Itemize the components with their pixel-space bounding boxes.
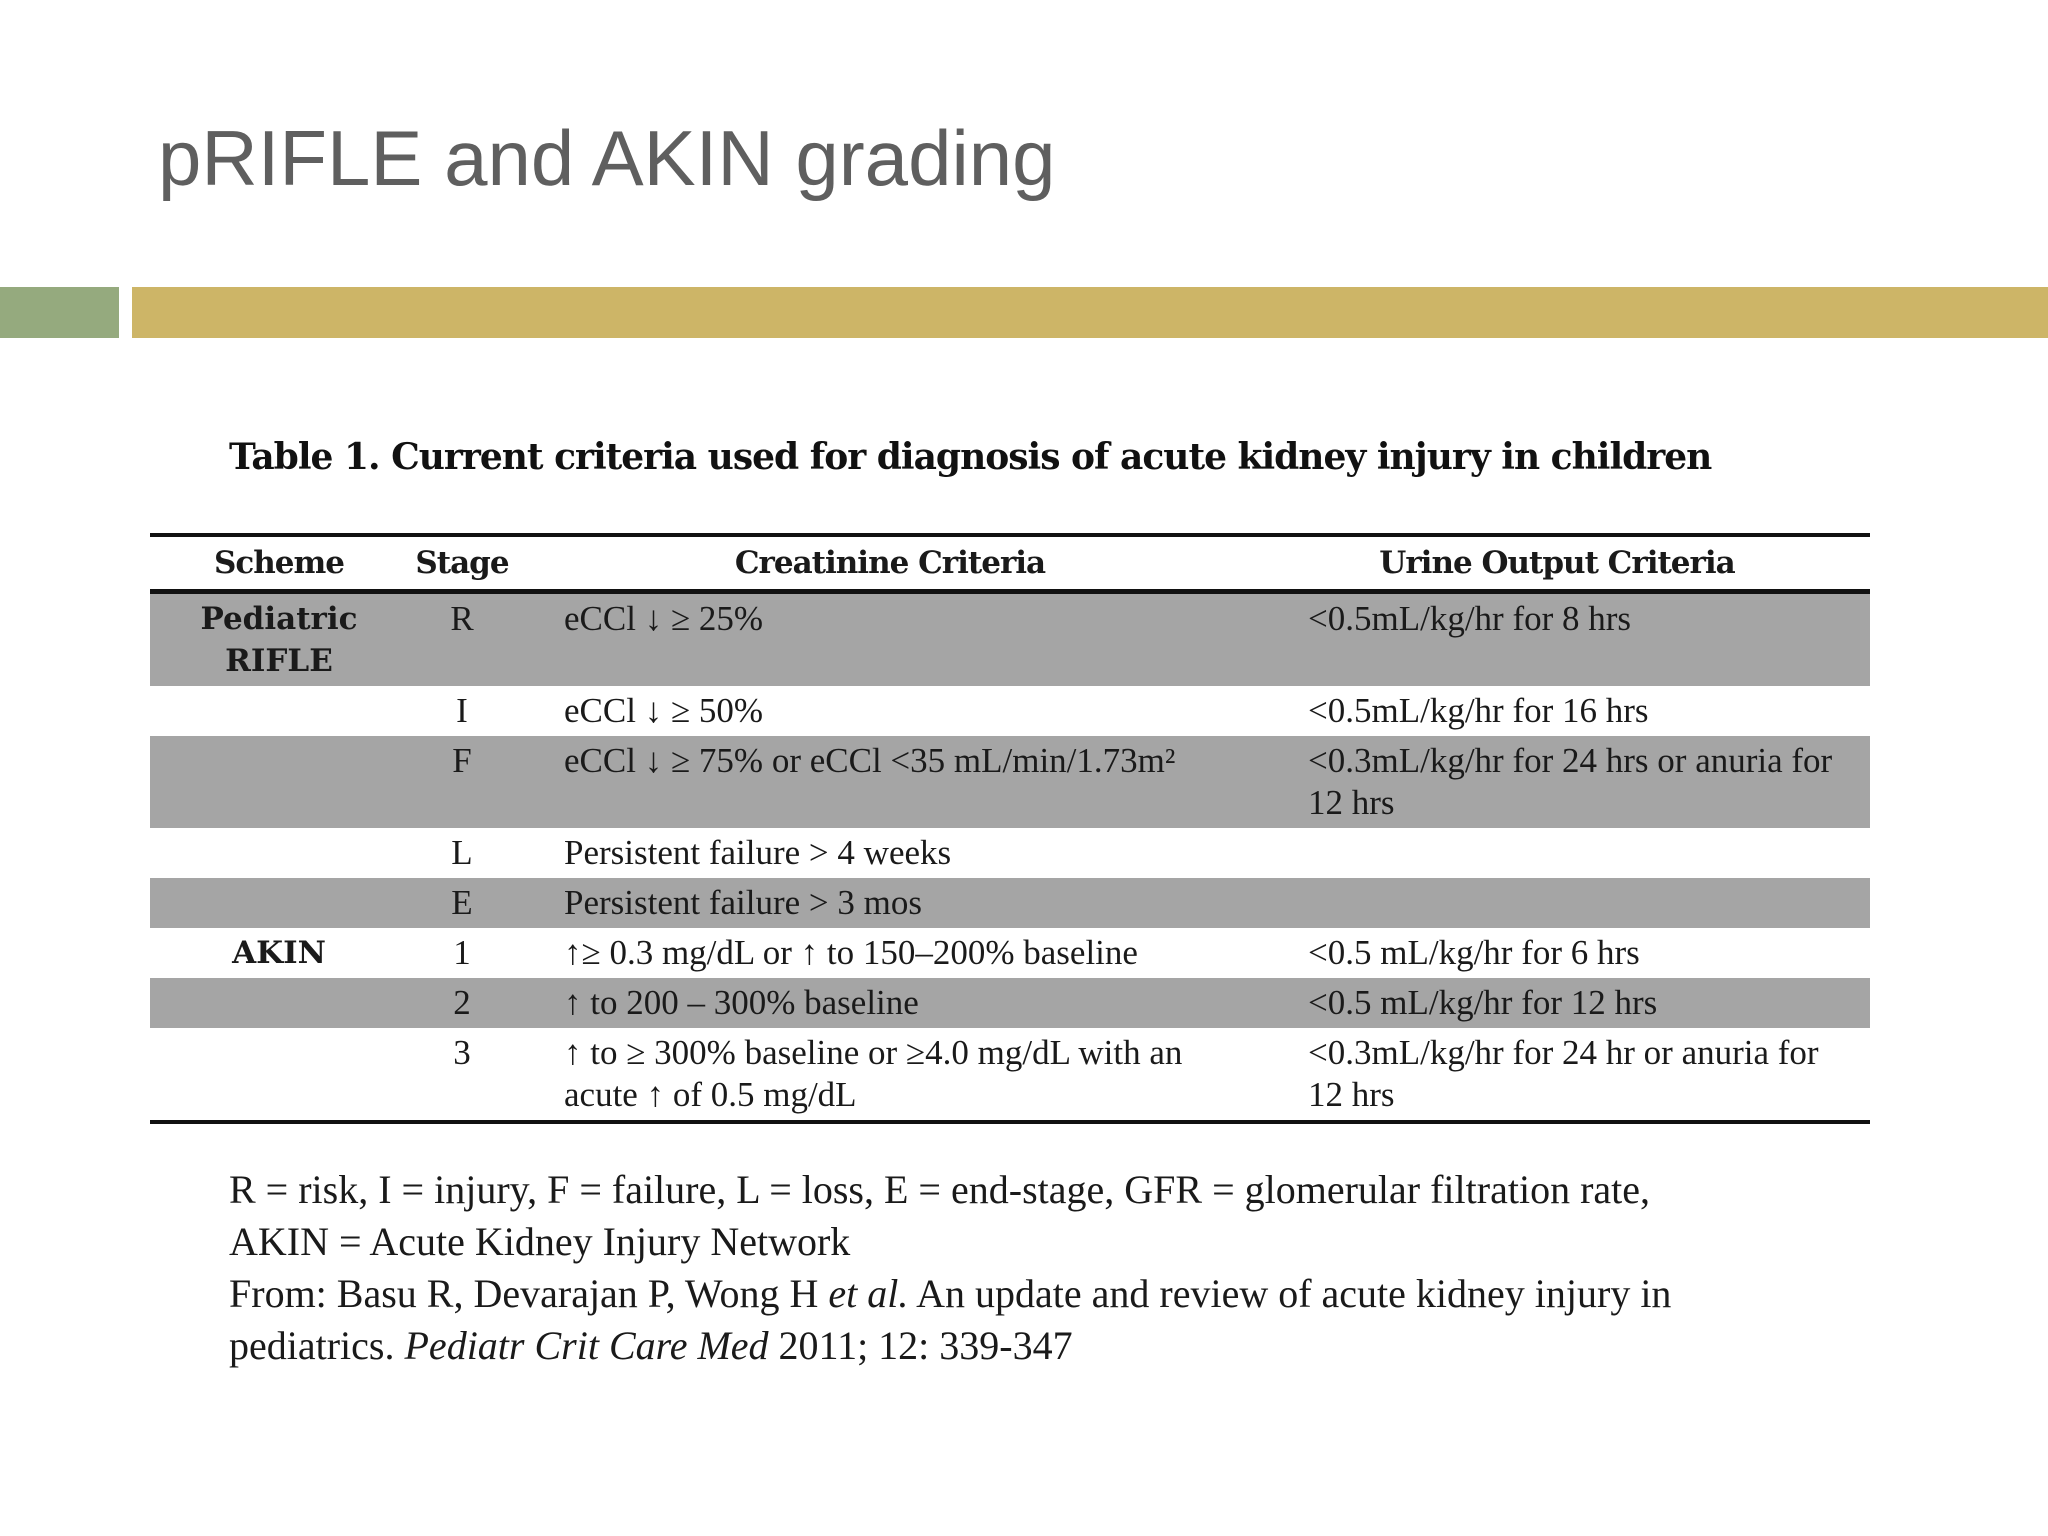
cell-creatinine: eCCl ↓ ≥ 75% or eCCl <35 mL/min/1.73m² (516, 736, 1264, 828)
cell-scheme: Pediatric RIFLE (150, 592, 408, 687)
header-creatinine: Creatinine Criteria (516, 535, 1264, 592)
cell-urine: <0.5 mL/kg/hr for 6 hrs (1308, 933, 1640, 972)
cell-urine: <0.5 mL/kg/hr for 12 hrs (1264, 978, 1870, 1028)
citation-journal: Pediatr Crit Care Med (404, 1323, 769, 1368)
cell-scheme (150, 686, 408, 736)
criteria-table (150, 533, 1870, 1124)
table-row (150, 978, 1870, 1028)
cell-stage: E (408, 878, 516, 928)
cell-urine: <0.5mL/kg/hr for 16 hrs (1308, 691, 1649, 730)
header-scheme: Scheme (150, 535, 408, 592)
table-row (150, 828, 1870, 878)
cell-creatinine: ↑ to 200 – 300% baseline (516, 978, 1264, 1028)
accent-bar-gold (132, 287, 2048, 338)
cell-stage: 2 (408, 978, 516, 1028)
cell-stage: R (408, 592, 516, 687)
cell-scheme (150, 828, 408, 878)
cell-urine: <0.3mL/kg/hr for 24 hrs or anuria for 12 hrs (1264, 736, 1870, 828)
cell-scheme (150, 736, 408, 828)
cell-scheme (150, 978, 408, 1028)
citation-et-al: et al. (828, 1271, 909, 1316)
citation-details: 2011; 12: 339-347 (768, 1323, 1073, 1368)
cell-scheme: AKIN (232, 935, 326, 971)
cell-stage: I (456, 691, 468, 730)
table-row (150, 1028, 1870, 1122)
table-row (150, 736, 1870, 828)
cell-scheme (150, 878, 408, 928)
cell-stage: F (408, 736, 516, 828)
header-stage: Stage (408, 535, 516, 592)
table-row (150, 686, 1870, 736)
cell-creatinine: eCCl ↓ ≥ 50% (564, 691, 764, 730)
footnote-citation (229, 1268, 1689, 1372)
table-caption: Table 1. Current criteria used for diagnosis of acute kidney injury in children (229, 436, 1712, 478)
cell-stage: 1 (453, 933, 471, 972)
table-header-row (150, 535, 1870, 592)
cell-urine: <0.5mL/kg/hr for 8 hrs (1264, 592, 1870, 687)
cell-creatinine: Persistent failure > 4 weeks (564, 833, 952, 872)
cell-scheme (150, 1028, 408, 1122)
table-row (150, 878, 1870, 928)
cell-urine (1264, 878, 1870, 928)
cell-creatinine: eCCl ↓ ≥ 25% (516, 592, 1264, 687)
cell-stage: 3 (453, 1033, 471, 1072)
citation-article: An update and review of acute kidney injury in pediatrics. (229, 1271, 1672, 1368)
cell-creatinine: Persistent failure > 3 mos (516, 878, 1264, 928)
header-urine: Urine Output Criteria (1264, 535, 1870, 592)
cell-creatinine: ↑ to ≥ 300% baseline or ≥4.0 mg/dL with an acute ↑ of 0.5 mg/dL (564, 1033, 1183, 1114)
cell-urine (1264, 828, 1870, 878)
slide-title: pRIFLE and AKIN grading (158, 114, 1056, 202)
cell-urine: <0.3mL/kg/hr for 24 hr or anuria for 12 hrs (1308, 1033, 1819, 1114)
cell-stage: L (451, 833, 473, 872)
table-row (150, 592, 1870, 687)
footnote-abbreviations: R = risk, I = injury, F = failure, L = loss, E = end-stage, GFR = glomerular filtration rate, AKIN = Acute Kidney Injury Network (229, 1167, 1651, 1264)
citation-authors: From: Basu R, Devarajan P, Wong H (229, 1271, 829, 1316)
table-footnote (229, 1164, 1689, 1372)
table-row (150, 928, 1870, 978)
cell-creatinine: ↑≥ 0.3 mg/dL or ↑ to 150–200% baseline (564, 933, 1138, 972)
accent-bar-green (0, 287, 119, 338)
